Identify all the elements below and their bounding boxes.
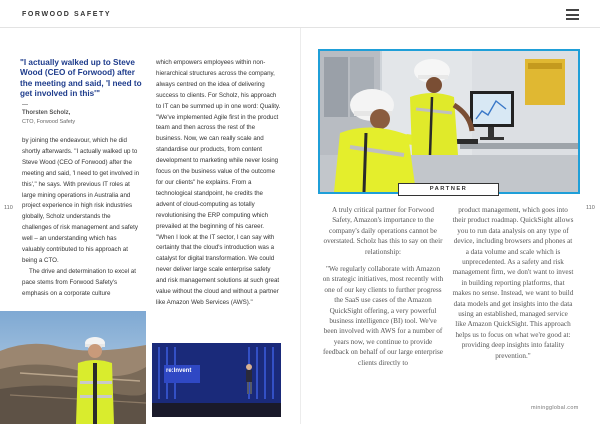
site-url[interactable]: miningglobal.com [531, 405, 579, 411]
article-column-2 [156, 58, 281, 309]
quote-attribution-name: Thorsten Scholz, [22, 110, 71, 116]
hamburger-menu-icon[interactable] [566, 9, 579, 20]
partner-column-2 [452, 205, 574, 368]
article-paragraph: by joining the endeavour, which he did shortly afterwards. "I actually walked up to Steve Wood (CEO of Forwood) after the meeting and said, 'I need to get involved in this'," he says. With previous IT roles at large mining operations in Australia and project experience in high risk industries globally, Scholz understands the challenges of risk management and safety well – an understanding which has valuably contributed to his approach at being a CTO. [22, 137, 140, 264]
article-paragraph: The drive and determination to excel at pace stems from Forwood Safety's emphasis on a corporate culture [22, 267, 136, 297]
partner-label: PARTNER [398, 183, 499, 196]
right-page-number: 110 [586, 205, 595, 211]
quote-attribution-role: CTO, Forwood Safety [22, 119, 76, 125]
article-paragraph: A truly critical partner for Forwood Safety, Amazon's importance to the company's daily operations cannot be overstated. Scholz has this to say on their relationship: [323, 206, 443, 256]
article-paragraph: product management, which goes into their product roadmap. QuickSight allows you to run data analysis on any type of device, including browsers and phones at a data volume and scale which is unprecedented. As a safety and risk management firm, we don't want to invest in building reporting platforms, that makes no sense. Instead, we want to build data models and get insights into the data using an established, managed service like Amazon QuickSight. This approach helps us to focus on what we're good at: providing deep insights into fatality prevention." [452, 206, 574, 360]
left-page-number: 110 [4, 205, 13, 211]
partner-column-1 [322, 205, 444, 375]
stage-presentation-photo [152, 343, 281, 417]
mine-worker-photo [0, 311, 146, 424]
workers-computer-photo [318, 49, 580, 194]
article-paragraph: which empowers employees within non-hierarchical structures across the company, always centred on the idea of delivering success to clients. For Scholz, his approach to IT can be summed up in one word: Quality. "We've implemented Agile first in the product team and then across the rest of the business. Now, we can really scale and standardise our products, from content development to marketing while never losing focus on the business value of the outcome for our clients" he explains. From a technological standpoint, he credits the advent of cloud-computing as totally revolutionising the ERP computing which prevailed at the beginning of his career. "When I look at the IT sector, I can say with certainty that the cloud's introduction was a catalyst for digital transformation. We could never deliver large scale enterprise safety and risk management solutions at such great value without the cloud and without a partner like Amazon Web Services (AWS)." [156, 59, 281, 306]
article-column-1 [22, 136, 140, 300]
article-paragraph: "We regularly collaborate with Amazon on strategic initiatives, most recently with one of our key clients to further progress the SaaS use cases of the Amazon QuickSight offering, a very powerful business intelligence (BI) tool. We've been involved with AWS for a number of years now, we continue to provide feedback on behalf of our large enterprise clients directly to [322, 265, 444, 367]
page-spine [300, 28, 301, 424]
stage-banner-text: re:Invent [166, 368, 192, 374]
quote-dash [22, 104, 28, 105]
magazine-section-title: FORWOOD SAFETY [22, 11, 112, 18]
pull-quote: "I actually walked up to Steve Wood (CEO of Forwood) after the meeting and said, 'I need to get involved in this'" [20, 58, 142, 99]
